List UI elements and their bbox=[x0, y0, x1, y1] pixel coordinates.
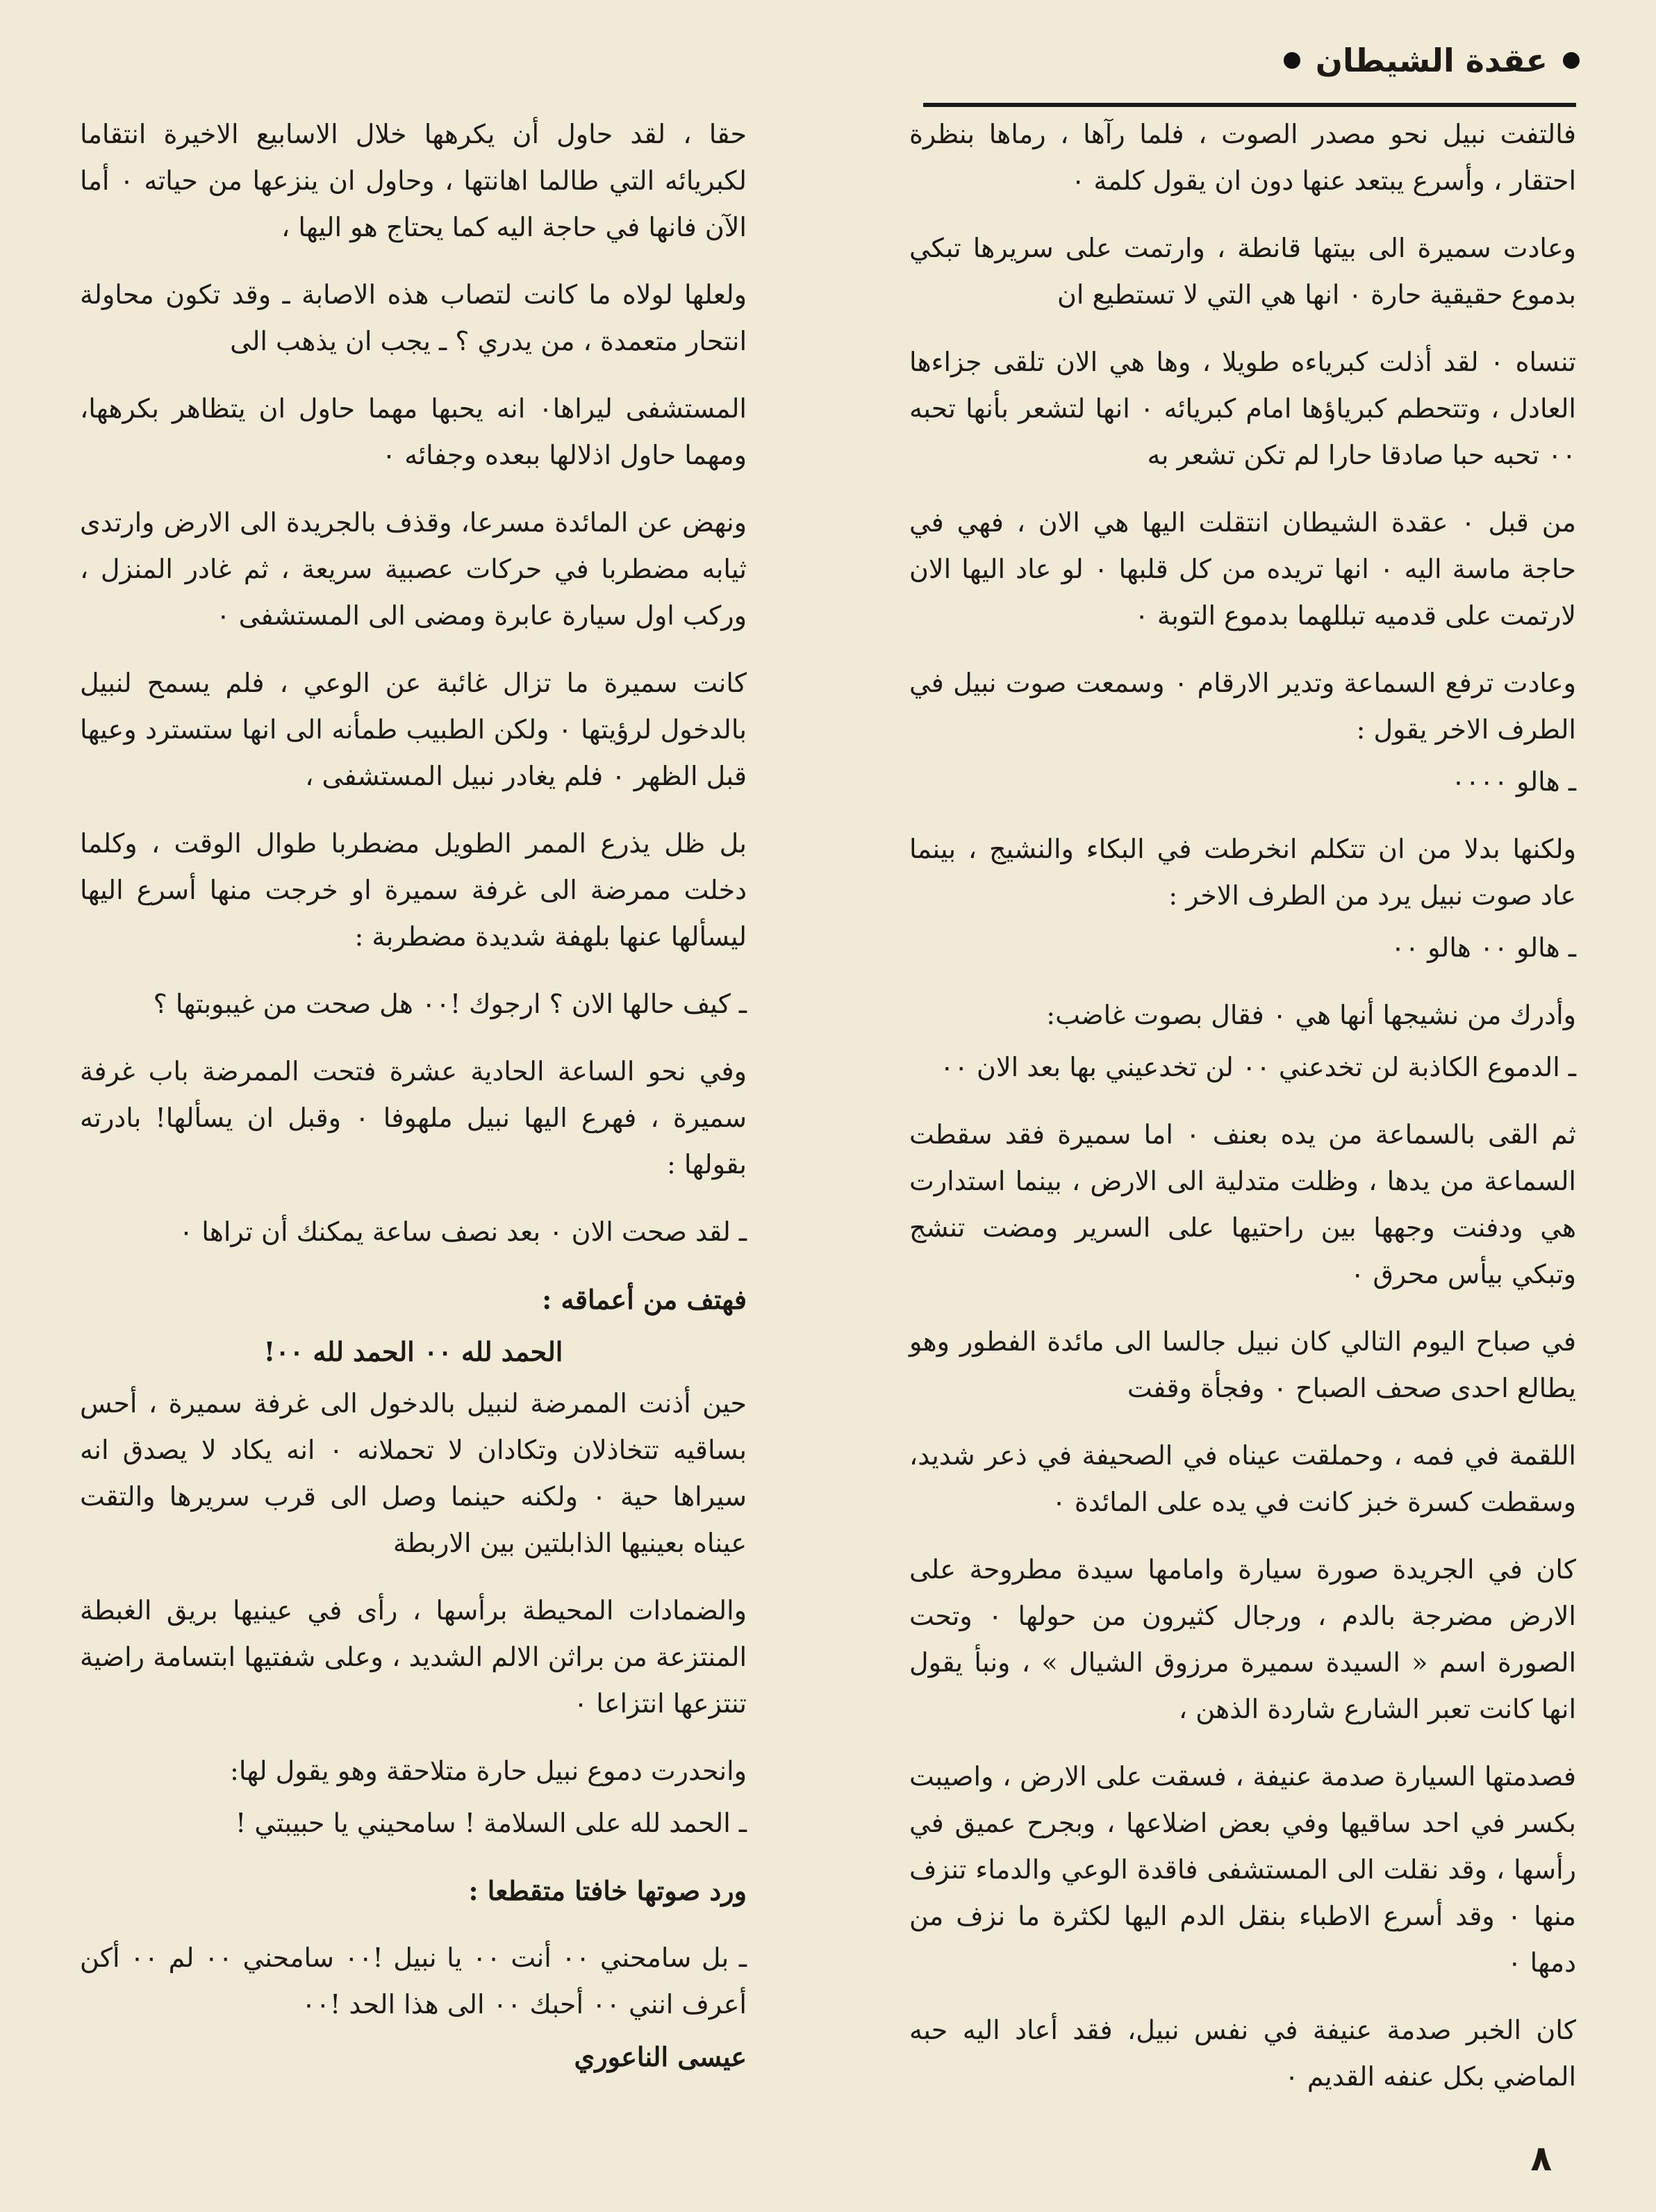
paragraph: كانت سميرة ما تزال غائبة عن الوعي ، فلم يسمح لنبيل بالدخول لرؤيتها ٠ ولكن الطبيب طمأنه الى انها ستسترد وعيها قبل الظهر ٠ فلم يغادر نبيل المستشفى ، bbox=[80, 668, 747, 791]
paragraph: وأدرك من نشيجها أنها هي ٠ فقال بصوت غاضب: bbox=[1046, 1000, 1576, 1030]
paragraph: فهتف من أعماقه : bbox=[542, 1284, 747, 1315]
paragraph: ولكنها بدلا من ان تتكلم انخرطت في البكاء والنشيج ، بينما عاد صوت نبيل يرد من الطرف الاخر : bbox=[909, 834, 1576, 911]
exclamation-line: الحمد لله ٠٠ الحمد لله ٠٠! bbox=[263, 1336, 563, 1367]
paragraph: المستشفى ليراها٠ انه يحبها مهما حاول ان يتظاهر بكرهها، ومهما حاول اذلالها ببعده وجفائه ٠ bbox=[80, 393, 747, 470]
dialogue-line: ـ هالو ٠٠ هالو ٠٠ bbox=[1391, 932, 1576, 963]
paragraph: ورد صوتها خافتا متقطعا : bbox=[468, 1875, 747, 1906]
paragraph: وانحدرت دموع نبيل حارة متلاحقة وهو يقول لها: bbox=[230, 1756, 747, 1786]
paragraph: فالتفت نبيل نحو مصدر الصوت ، فلما رآها ، رماها بنظرة احتقار ، وأسرع يبتعد عنها دون ان يقول كلمة ٠ bbox=[909, 119, 1576, 196]
paragraph: فصدمتها السيارة صدمة عنيفة ، فسقت على الارض ، واصيبت بكسر في احد ساقيها وفي بعض اضلاعها ، وبجرح عميق في رأسها ، وقد نقلت الى المستشفى فاقدة الوعي والدماء تنزف منها ٠ وقد أسرع الاطباء بنقل الدم اليها لكثرة ما نزف من دمها ٠ bbox=[909, 1761, 1576, 1978]
paragraph: ثم القى بالسماعة من يده بعنف ٠ اما سميرة فقد سقطت السماعة من يدها ، وظلت متدلية الى الارض ، بينما استدارت هي ودفنت وجهها بين راحتيها على السرير ومضت تنشج وتبكي بيأس محرق ٠ bbox=[909, 1119, 1576, 1289]
dialogue-line: ـ بل سامحني ٠٠ أنت ٠٠ يا نبيل !٠٠ سامحني ٠٠ لم ٠٠ أكن أعرف انني ٠٠ أحبك ٠٠ الى هذا الحد !٠٠ bbox=[80, 1942, 747, 2020]
page-number: ٨ bbox=[1530, 2138, 1552, 2179]
paragraph: تنساه ٠ لقد أذلت كبرياءه طويلا ، وها هي الان تلقى جزاءها العادل ، وتتحطم كبرياؤها امام كبريائه ٠ انها لتشعر بأنها تحبه ٠٠ تحبه حبا صادقا حارا لم تكن تشعر به bbox=[909, 347, 1576, 470]
dialogue-line: ـ الحمد لله على السلامة ! سامحيني يا حبيبتي ! bbox=[235, 1808, 747, 1838]
dialogue-line: ـ الدموع الكاذبة لن تخدعني ٠٠ لن تخدعيني بها بعد الان ٠٠ bbox=[940, 1052, 1576, 1082]
paragraph: من قبل ٠ عقدة الشيطان انتقلت اليها هي الان ، فهي في حاجة ماسة اليه ٠ انها تريده من كل قلبها ٠ لو عاد اليها الان لارتمت على قدميه تبللهما بدموع التوبة ٠ bbox=[909, 507, 1577, 631]
author-name: عيسى الناعوري bbox=[574, 2041, 747, 2072]
left-column bbox=[80, 111, 747, 2101]
paragraph: اللقمة في فمه ، وحملقت عيناه في الصحيفة في ذعر شديد، وسقطت كسرة خبز كانت في يده على المائدة ٠ bbox=[909, 1440, 1576, 1517]
paragraph: حين أذنت الممرضة لنبيل بالدخول الى غرفة سميرة ، أحس بساقيه تتخاذلان وتكادان لا تحملانه ٠ انه يكاد لا يصدق انه سيراها حية ٠ ولكنه حينما وصل الى قرب سريرها والتقت عيناه بعينيها الذابلتين بين الاربطة bbox=[80, 1388, 747, 1558]
paragraph: كان في الجريدة صورة سيارة وامامها سيدة مطروحة على الارض مضرجة بالدم ، ورجال كثيرون من حولها ٠ وتحت الصورة اسم « السيدة سميرة مرزوق الشيال » ، ونبأ يقول انها كانت تعبر الشارع شاردة الذهن ، bbox=[909, 1554, 1576, 1724]
bullet-icon bbox=[1563, 52, 1580, 69]
dialogue-line: ـ كيف حالها الان ؟ ارجوك !٠٠ هل صحت من غيبوبتها ؟ bbox=[153, 989, 747, 1019]
paragraph: وعادت سميرة الى بيتها قانطة ، وارتمت على سريرها تبكي بدموع حقيقية حارة ٠ انها هي التي لا تستطيع ان bbox=[909, 233, 1576, 310]
article-header bbox=[1284, 42, 1580, 79]
paragraph: ولعلها لولاه ما كانت لتصاب هذه الاصابة ـ وقد تكون محاولة انتحار متعمدة ، من يدري ؟ ـ يجب ان يذهب الى bbox=[80, 279, 747, 356]
header-rule bbox=[923, 103, 1576, 107]
dialogue-line: ـ لقد صحت الان ٠ بعد نصف ساعة يمكنك أن تراها ٠ bbox=[179, 1216, 747, 1247]
paragraph: وفي نحو الساعة الحادية عشرة فتحت الممرضة باب غرفة سميرة ، فهرع اليها نبيل ملهوفا ٠ وقبل ان يسألها! بادرته بقولها : bbox=[80, 1056, 747, 1180]
paragraph: كان الخبر صدمة عنيفة في نفس نبيل، فقد أعاد اليه حبه الماضي بكل عنفه القديم ٠ bbox=[909, 2015, 1576, 2092]
paragraph: حقا ، لقد حاول أن يكرهها خلال الاسابيع الاخيرة انتقاما لكبريائه التي طالما اهانتها ، وحاول ان ينزعها من حياته ٠ أما الآن فانها في حاجة اليه كما يحتاج هو اليها ، bbox=[80, 119, 747, 242]
paragraph: والضمادات المحيطة برأسها ، رأى في عينيها بريق الغبطة المنتزعة من براثن الالم الشديد ، وعلى شفتيها ابتسامة راضية تنتزعها انتزاعا ٠ bbox=[80, 1595, 747, 1719]
bullet-icon bbox=[1284, 52, 1300, 69]
article-title: عقدة الشيطان bbox=[1315, 42, 1548, 79]
dialogue-line: ـ هالو ٠٠٠٠ bbox=[1451, 766, 1576, 797]
paragraph: في صباح اليوم التالي كان نبيل جالسا الى مائدة الفطور وهو يطالع احدى صحف الصباح ٠ وفجأة وقفت bbox=[909, 1326, 1576, 1403]
paragraph: وعادت ترفع السماعة وتدير الارقام ٠ وسمعت صوت نبيل في الطرف الاخر يقول : bbox=[909, 668, 1576, 745]
paragraph: ونهض عن المائدة مسرعا، وقذف بالجريدة الى الارض وارتدى ثيابه مضطربا في حركات عصبية سريعة ، ثم غادر المنزل ، وركب اول سيارة عابرة ومضى الى المستشفى ٠ bbox=[80, 507, 747, 631]
right-column bbox=[909, 111, 1576, 2121]
paragraph: بل ظل يذرع الممر الطويل مضطربا طوال الوقت ، وكلما دخلت ممرضة الى غرفة سميرة او خرجت منها أسرع اليها ليسألها عنها بلهفة شديدة مضطربة : bbox=[80, 828, 747, 952]
